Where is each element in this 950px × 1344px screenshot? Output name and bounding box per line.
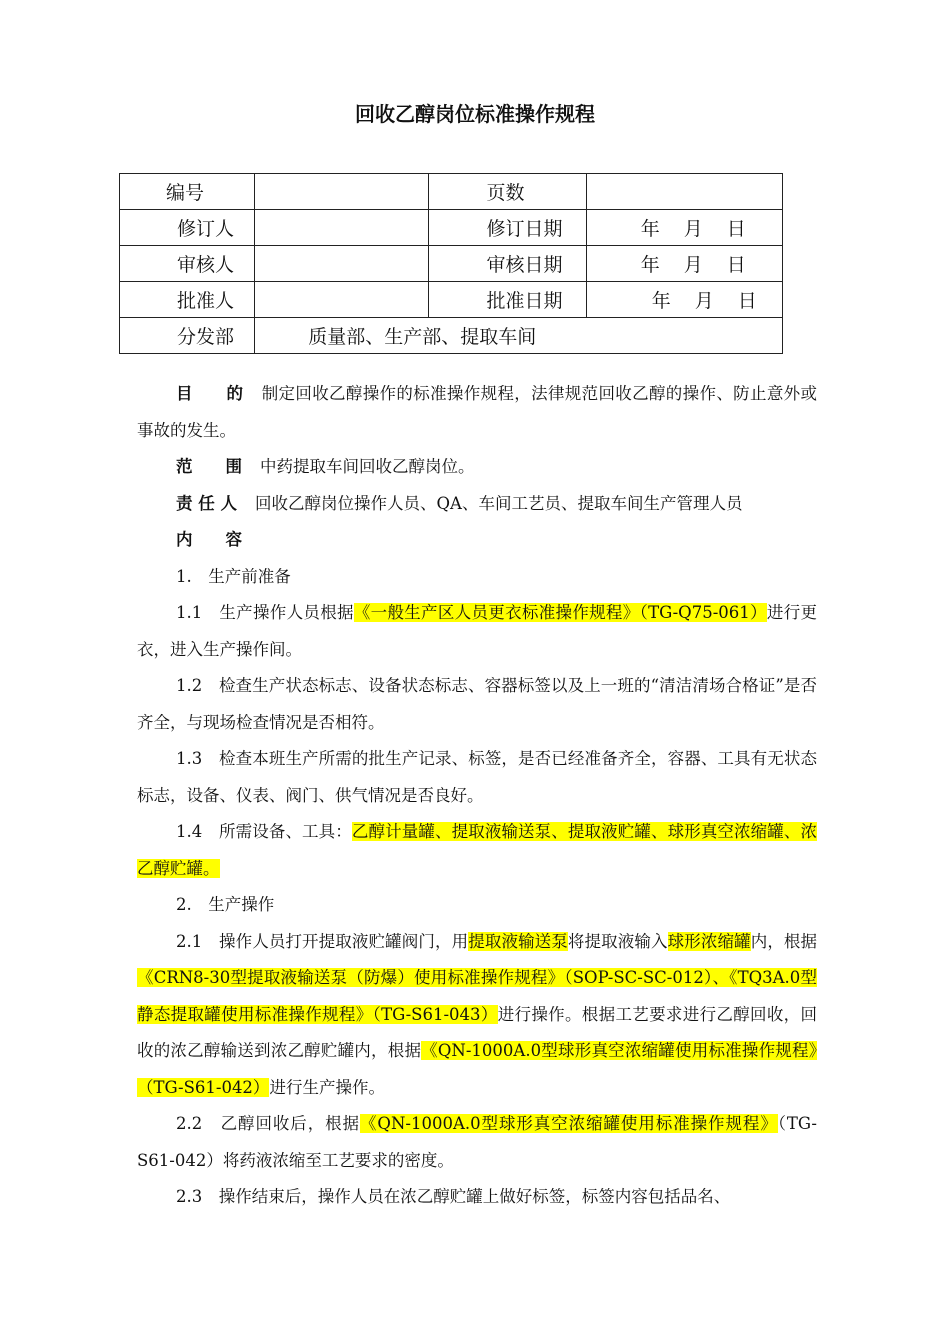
label-approver: 批准人: [120, 282, 255, 318]
responsible-paragraph: [137, 486, 817, 523]
item-1-1: [137, 595, 817, 668]
highlighted-reference: 《一般生产区人员更衣标准操作规程》（TG-Q75-061）: [353, 603, 767, 622]
document-info-table: [119, 173, 783, 354]
responsible-label: 责 任 人: [176, 493, 237, 513]
section-heading-1: 1. 生产前准备: [176, 566, 291, 586]
responsible-text: 回收乙醇岗位操作人员、QA、车间工艺员、提取车间生产管理人员: [255, 493, 743, 513]
purpose-paragraph: [137, 376, 817, 449]
section-heading-2: 2. 生产操作: [176, 895, 275, 914]
table-row: [120, 318, 783, 354]
item-text: （TG-S61-042）将药液浓缩至工艺要求的密度。: [137, 1114, 817, 1170]
item-number: 1.1: [176, 603, 220, 622]
item-text: 乙醇回收后，根据: [220, 1114, 360, 1133]
value-doc-number: [255, 174, 429, 210]
document-body: [137, 376, 817, 1216]
item-text: 检查生产状态标志、设备状态标志、容器标签以及上一班的“清洁清场合格证”是否齐全，与现场检查情况是否相符。: [137, 676, 817, 732]
value-reviser: [255, 210, 429, 246]
item-number: 2.3: [176, 1187, 219, 1206]
purpose-text: 制定回收乙醇操作的标准操作规程，法律规范回收乙醇的操作、防止意外或事故的发生。: [137, 384, 818, 440]
item-1-2: [137, 668, 817, 741]
label-approve-date: 批准日期: [429, 282, 586, 318]
item-text: 进行操作。根据工艺要求进行乙醇回收，回收的浓乙醇输送到浓乙醇贮罐内，根据: [137, 1004, 818, 1060]
value-reviewer: [255, 246, 429, 282]
item-text: 生产操作人员根据: [219, 603, 354, 622]
item-text: 将提取液输入: [567, 931, 668, 951]
highlighted-reference: 《CRN8-30型提取液输送泵（防爆）使用标准操作规程》（SOP-SC-SC-012）、《TQ3A.0型静态提取罐使用标准操作规程》（TG-S61-043）: [137, 968, 817, 1024]
item-text: 内，根据: [750, 931, 818, 951]
table-row: [120, 246, 783, 282]
item-number: 1.3: [176, 749, 219, 768]
label-page-count: 页数: [429, 174, 586, 210]
label-revise-date: 修订日期: [429, 210, 586, 246]
table-row: [120, 174, 783, 210]
item-text: 所需设备、工具：: [218, 822, 352, 841]
label-distribution: 分发部: [120, 318, 255, 354]
highlighted-reference: 《QN-1000A.0型球形真空浓缩罐使用标准操作规程》（TG-S61-042）: [137, 1041, 817, 1097]
value-approver: [255, 282, 429, 318]
label-reviewer: 审核人: [120, 246, 255, 282]
item-text: 进行生产操作。: [269, 1077, 385, 1097]
highlighted-term: 提取液输送泵: [468, 931, 568, 951]
item-text: 进行更衣，进入生产操作间。: [137, 603, 818, 659]
content-label: 内 容: [176, 530, 242, 549]
value-distribution: 质量部、生产部、提取车间: [255, 318, 783, 354]
label-reviser: 修订人: [120, 210, 255, 246]
value-review-date: 年 月 日: [586, 246, 782, 282]
value-revise-date: 年 月 日: [586, 210, 782, 246]
item-number: 1.2: [176, 676, 219, 695]
value-approve-date: 年 月 日: [586, 282, 782, 318]
value-page-count: [586, 174, 782, 210]
item-number: 2.2: [176, 1114, 221, 1133]
item-number: 2.1: [176, 931, 219, 951]
purpose-label: 目 的: [176, 384, 244, 403]
table-row: [120, 210, 783, 246]
content-paragraph: [137, 522, 817, 559]
item-1-4: [137, 814, 817, 887]
item-text: 检查本班生产所需的批生产记录、标签，是否已经准备齐全，容器、工具有无状态标志，设备、仪表、阀门、供气情况是否良好。: [137, 749, 818, 805]
item-2-3: [137, 1179, 817, 1216]
item-text: 操作结束后，操作人员在浓乙醇贮罐上做好标签，标签内容包括品名、: [218, 1187, 731, 1206]
scope-text: 中药提取车间回收乙醇岗位。: [260, 457, 475, 476]
highlighted-term: 球形浓缩罐: [667, 931, 751, 951]
table-row: [120, 282, 783, 318]
document-title: 回收乙醇岗位标准操作规程: [355, 102, 595, 126]
item-1-3: [137, 741, 817, 814]
highlighted-equipment: 乙醇计量罐、提取液输送泵、提取液贮罐、球形真空浓缩罐、浓乙醇贮罐。: [137, 822, 818, 878]
scope-label: 范 围: [176, 457, 242, 476]
item-2-1: [137, 924, 817, 1107]
scope-paragraph: [137, 449, 817, 486]
highlighted-reference: 《QN-1000A.0型球形真空浓缩罐使用标准操作规程》: [360, 1114, 778, 1133]
label-doc-number: 编号: [120, 174, 255, 210]
item-2-2: [137, 1106, 817, 1179]
item-number: 1.4: [176, 822, 219, 841]
item-text: 操作人员打开提取液贮罐阀门，用: [218, 931, 469, 951]
label-review-date: 审核日期: [429, 246, 586, 282]
